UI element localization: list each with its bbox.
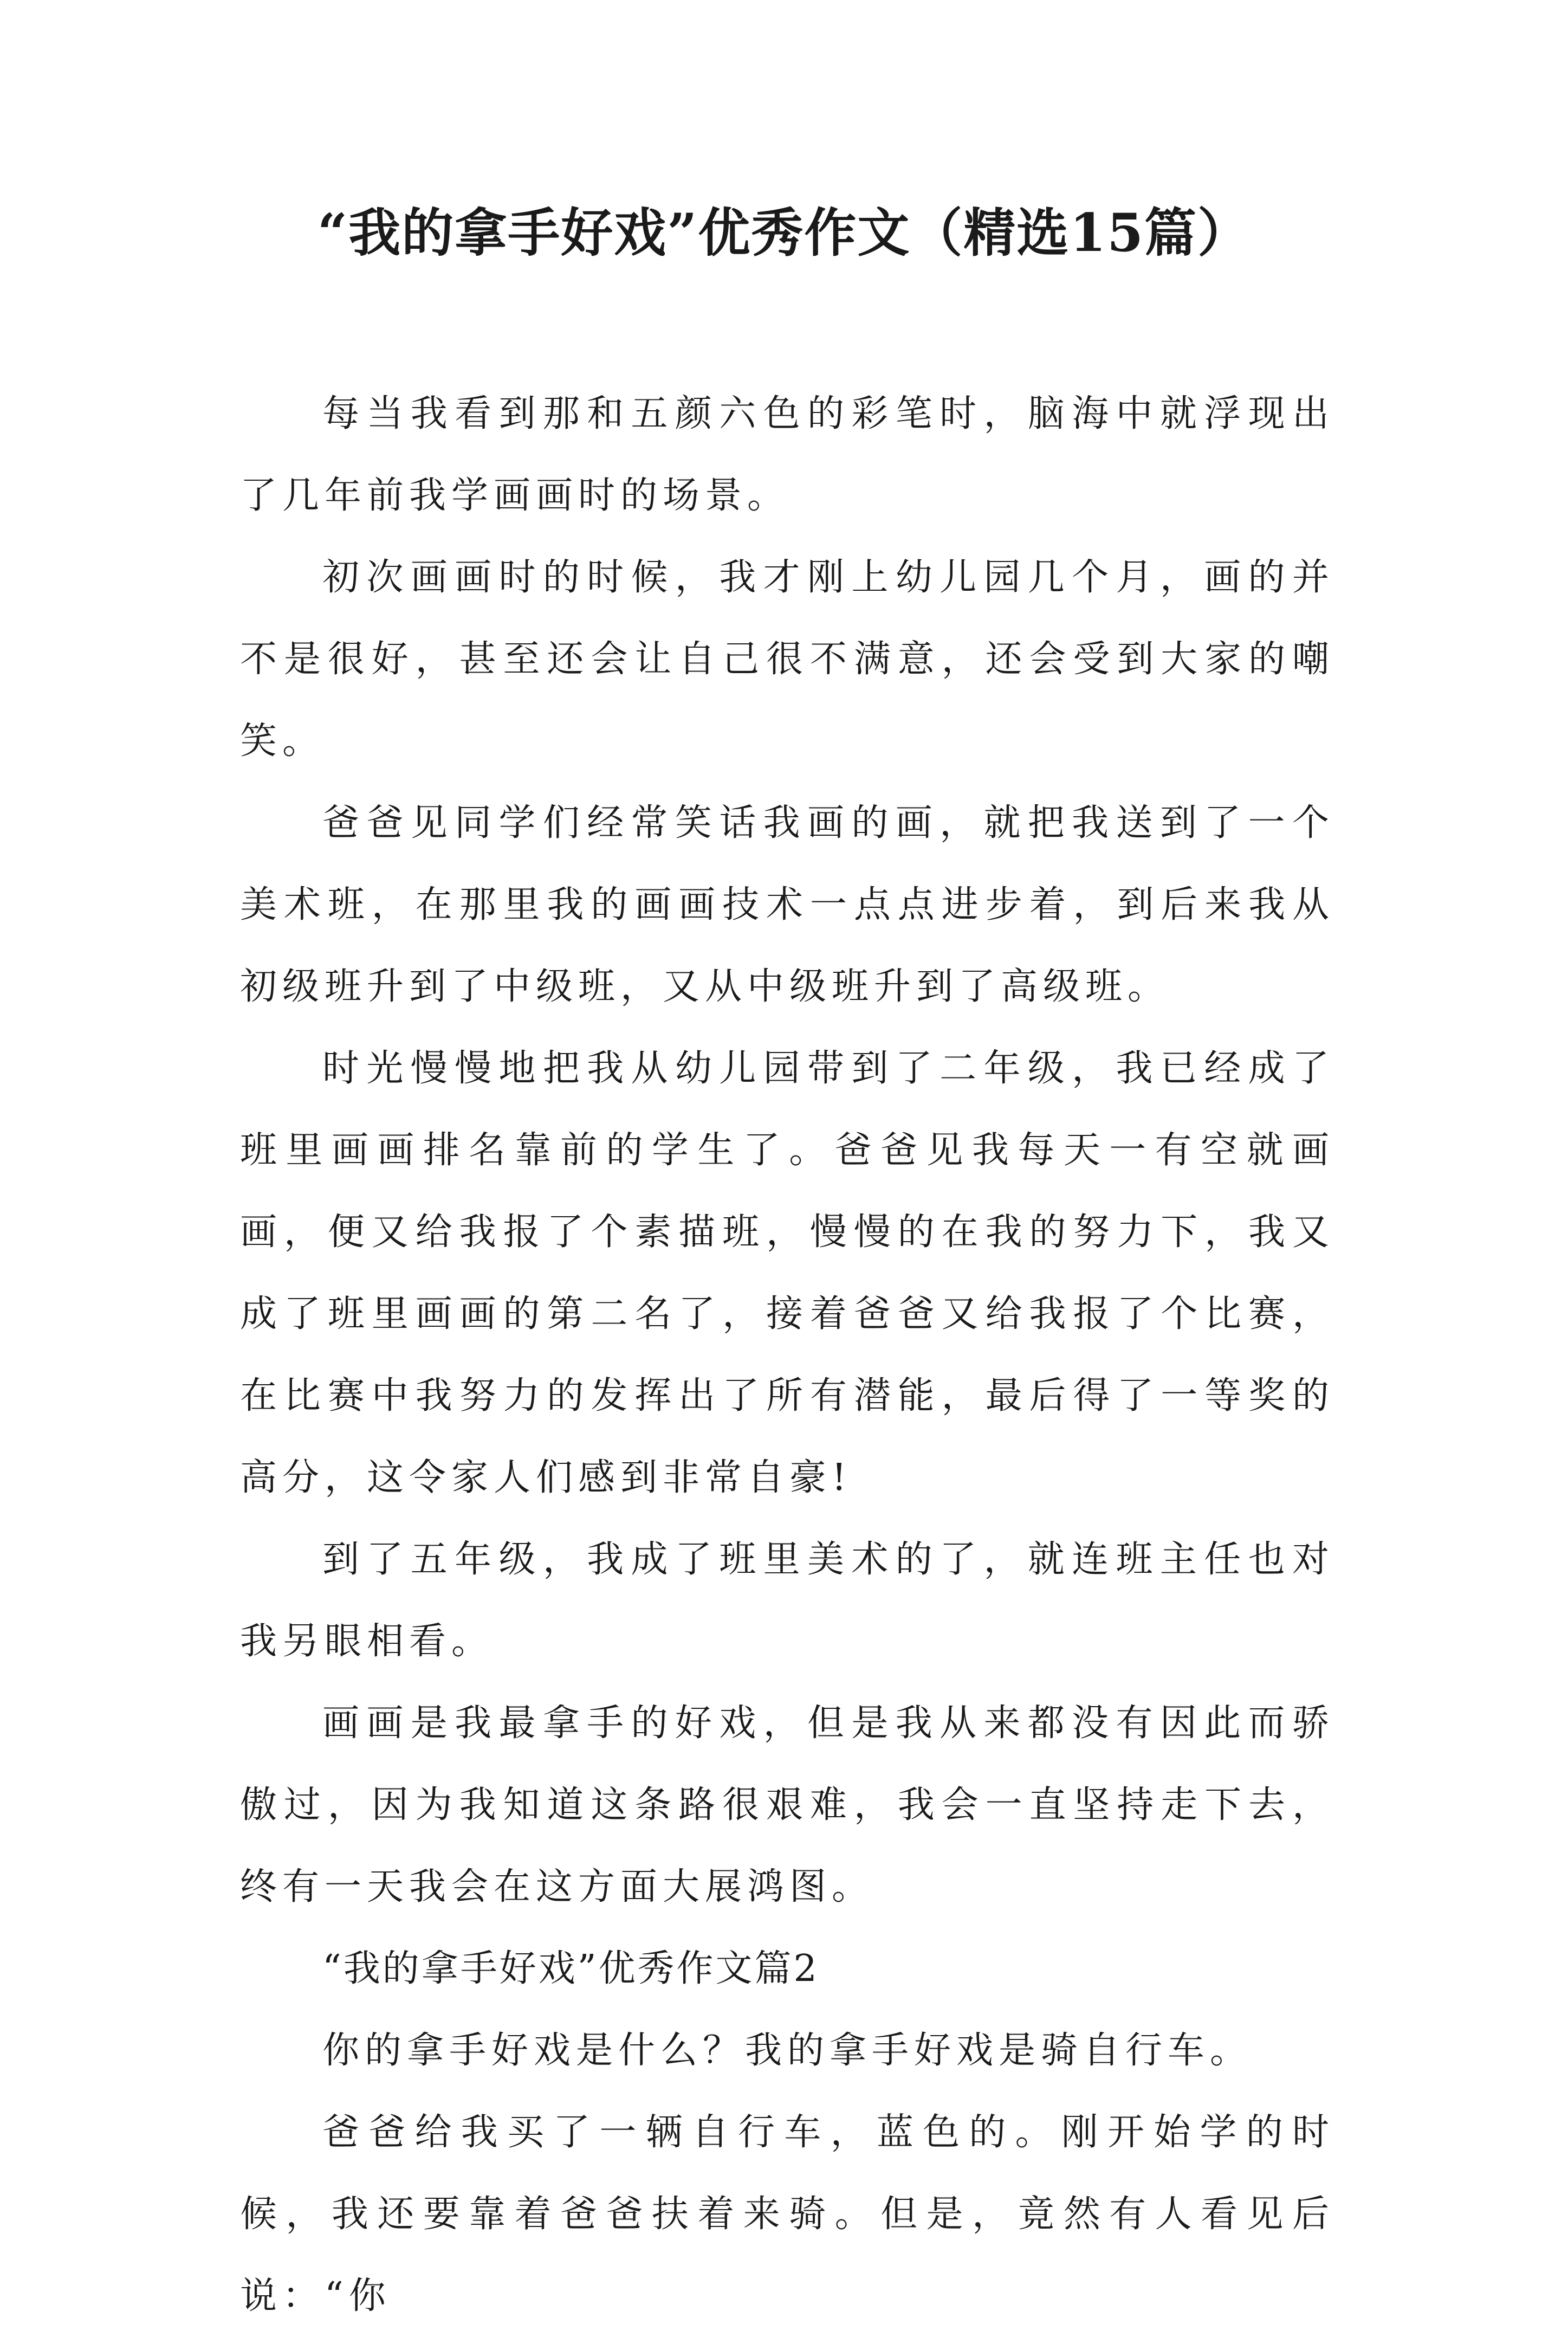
paragraph: 你的拿手好戏是什么？我的拿手好戏是骑自行车。 <box>322 2029 1253 2072</box>
paragraph: 爸爸见同学们经常笑话我画的画，就把我送到了一个美术班，在那里我的画画技术一点点进步着，到后来我从初级班升到了中级班，又从中级班升到了高级班。 <box>240 802 1334 1008</box>
paragraph: 每当我看到那和五颜六色的彩笔时，脑海中就浮现出了几年前我学画画时的场景。 <box>240 392 1334 517</box>
paragraph: 画画是我最拿手的好戏，但是我从来都没有因此而骄傲过，因为我知道这条路很艰难，我会一直坚持走下去，终有一天我会在这方面大展鸿图。 <box>240 1702 1334 1908</box>
paragraph: 爸爸给我买了一辆自行车，蓝色的。刚开始学的时候，我还要靠着爸爸扶着来骑。但是，竟然有人看见后说：“你 <box>240 2111 1334 2317</box>
paragraph: 初次画画时的时候，我才刚上幼儿园几个月，画的并不是很好，甚至还会让自己很不满意，还会受到大家的嘲笑。 <box>240 556 1334 763</box>
document-body <box>240 373 1334 2337</box>
document-title: “我的拿手好戏”优秀作文（精选15篇） <box>317 202 1251 263</box>
paragraph: 到了五年级，我成了班里美术的了，就连班主任也对我另眼相看。 <box>240 1538 1334 1663</box>
paragraph: 时光慢慢地把我从幼儿园带到了二年级，我已经成了班里画画排名靠前的学生了。爸爸见我每天一有空就画画，便又给我报了个素描班，慢慢的在我的努力下，我又成了班里画画的第二名了，接着爸爸又给我报了个比赛，在比赛中我努力的发挥出了所有潜能，最后得了一等奖的高分，这令家人们感到非常自豪! <box>240 1047 1334 1499</box>
section-heading: “我的拿手好戏”优秀作文篇2 <box>322 1947 819 1990</box>
